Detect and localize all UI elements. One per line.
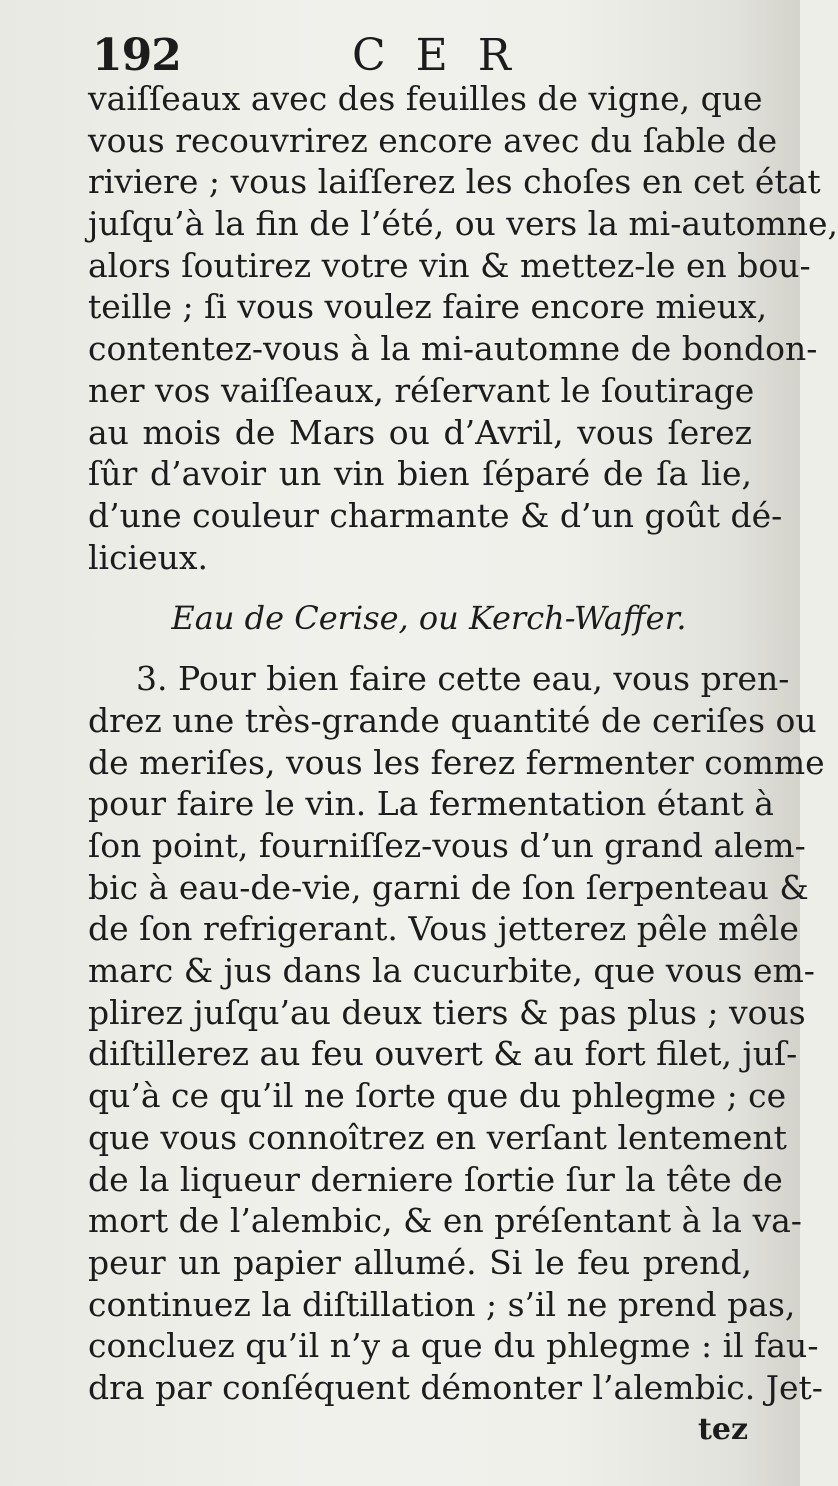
- text-line: ſon point, fourniſſez-vous d’un grand alem-: [88, 826, 806, 865]
- text-line: vaiſſeaux avec des feuilles de vigne, que: [88, 79, 763, 118]
- text-line: riviere ; vous laiſſerez les choſes en cet état: [88, 162, 821, 202]
- text-line: juſqu’à la fin de l’été, ou vers la mi-automne,: [88, 204, 838, 244]
- text-line: au mois de Mars ou d’Avril, vous ſerez: [88, 412, 752, 452]
- text-line: diſtillerez au feu ouvert & au fort filet, juſ-: [88, 1034, 798, 1074]
- body-text: [88, 78, 838, 1409]
- text-line: marc & jus dans la cucurbite, que vous em-: [88, 951, 815, 991]
- text-line: bic à eau-de-vie, garni de ſon ſerpenteau &: [88, 867, 809, 907]
- text-line: drez une très-grande quantité de ceriſes ou: [88, 700, 817, 740]
- text-line: que vous connoîtrez en verſant lentement: [88, 1117, 787, 1157]
- text-line: licieux.: [88, 537, 209, 577]
- text-line: 3. Pour bien faire cette eau, vous pren-: [136, 659, 790, 699]
- text-line: de ſon refrigerant. Vous jetterez pêle mêle: [88, 909, 799, 949]
- catchword: tez: [698, 1412, 748, 1447]
- text-line: plirez juſqu’au deux tiers & pas plus ; vous: [88, 992, 806, 1032]
- text-line: de meriſes, vous les ferez fermenter comme: [88, 742, 825, 782]
- text-line: d’une couleur charmante & d’un goût dé-: [88, 495, 783, 535]
- text-line: pour faire le vin. La fermentation étant à: [88, 784, 774, 824]
- text-line: ner vos vaiſſeaux, réſervant le ſoutirage: [88, 370, 755, 410]
- text-line: concluez qu’il n’y a que du phlegme : il fau-: [88, 1326, 819, 1366]
- running-head: C E R: [352, 30, 519, 81]
- text-line: contentez-vous à la mi-automne de bondon-: [88, 329, 818, 369]
- text-line: ſûr d’avoir un vin bien ſéparé de ſa lie,: [88, 454, 752, 494]
- text-line: peur un papier allumé. Si le feu prend,: [88, 1242, 752, 1282]
- text-line: alors ſoutirez votre vin & mettez-le en bou-: [88, 245, 811, 285]
- text-line: teille ; ſi vous voulez faire encore mieux,: [88, 287, 768, 327]
- text-line: mort de l’alembic, & en préſentant à la va-: [88, 1201, 802, 1241]
- text-line: qu’à ce qu’il ne ſorte que du phlegme ; ce: [88, 1076, 787, 1116]
- text-line: continuez la diſtillation ; s’il ne prend pas,: [88, 1284, 796, 1324]
- text-line: vous recouvrirez encore avec du ſable de: [88, 120, 778, 160]
- text-line: dra par conſéquent démonter l’alembic. Jet-: [88, 1367, 823, 1407]
- page-number: 192: [92, 30, 181, 81]
- text-line: de la liqueur derniere ſortie ſur la tête de: [88, 1159, 783, 1199]
- section-title: Eau de Cerise, ou Kerch-Waffer.: [171, 599, 687, 638]
